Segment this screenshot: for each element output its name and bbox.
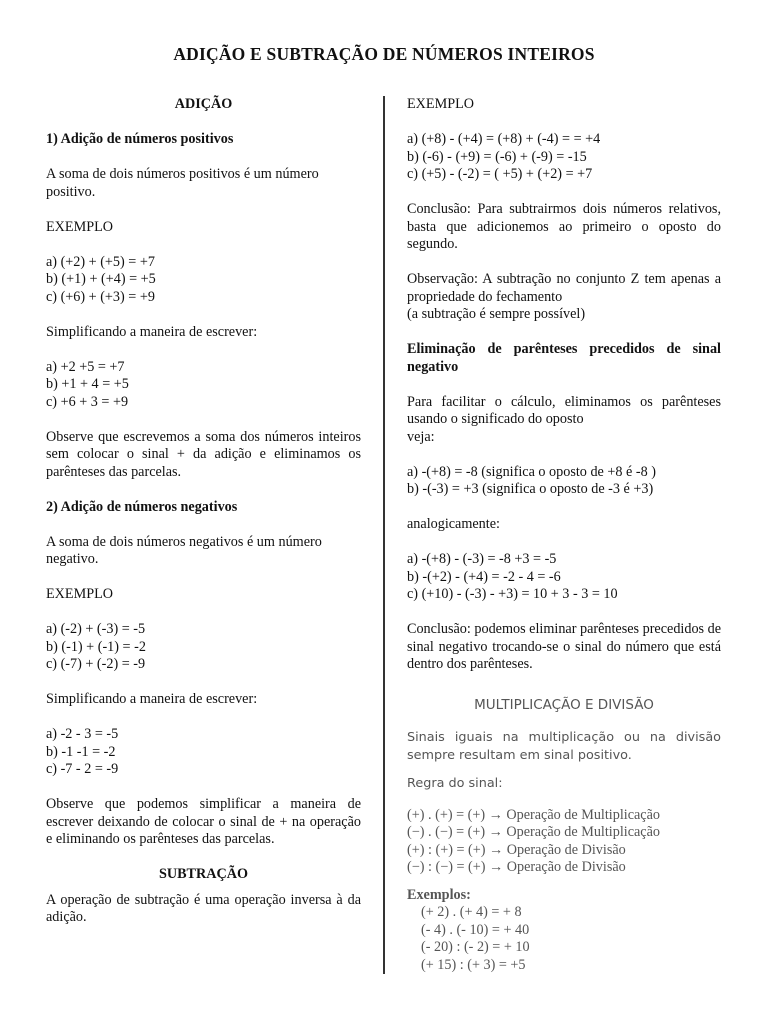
regra-label: Regra do sinal: [407,776,503,791]
analogicamente-label: analogicamente: [407,516,500,532]
exemplo-label-2: EXEMPLO [46,586,113,602]
observe-paragraph-2: Observe que podemos simplificar a maneira de escrever deixando de colocar o sinal de + na operação e eliminando os parênteses das parcelas. [46,796,361,847]
simplified-line: a) -2 - 3 = -5 [46,726,119,742]
sign-rule-line: (+) . (+) = (+) → Operação de Multiplicação [407,806,660,823]
left-column [46,96,361,927]
sinais-paragraph: Sinais iguais na multiplicação ou na divisão sempre resultam em sinal positivo. [407,730,721,763]
exemplos-heading: Exemplos: [407,886,471,903]
simplified-line: b) +1 + 4 = +5 [46,376,129,392]
subtraction-example-line: a) (+8) - (+4) = (+8) + (-4) = = +4 [407,131,601,147]
mult-example-line: (+ 15) : (+ 3) = +5 [421,956,526,973]
sign-rule-line: (−) : (−) = (+) → Operação de Divisão [407,859,626,875]
section2-text: A soma de dois números negativos é um número negativo. [46,533,322,567]
simplified-line: b) -1 -1 = -2 [46,743,116,760]
multiplicacao-heading: MULTIPLICAÇÃO E DIVISÃO [474,696,654,713]
right-column [407,96,721,974]
exemplo-label-1: EXEMPLO [46,218,113,235]
example-line: a) (-2) + (-3) = -5 [46,621,146,637]
subtraction-example-line: c) (+5) - (-2) = ( +5) + (+2) = +7 [407,166,593,182]
section1-heading: 1) Adição de números positivos [46,131,234,147]
subtracao-text: A operação de subtração é uma operação inversa à da adição. [46,891,361,925]
significado-line: a) -(+8) = -8 (significa o oposto de +8 é -8 ) [407,463,656,480]
analog-line: a) -(+8) - (-3) = -8 +3 = -5 [407,551,557,567]
simplified-line: c) -7 - 2 = -9 [46,761,119,777]
simplified-line: a) +2 +5 = +7 [46,358,125,375]
document-title: ADIÇÃO E SUBTRAÇÃO DE NÚMEROS INTEIROS [173,44,595,64]
observe-paragraph-1: Observe que escrevemos a soma dos números inteiros sem colocar o sinal + da adição e eliminamos os parênteses das parcelas. [46,428,361,480]
example-line: c) (-7) + (-2) = -9 [46,656,146,672]
sign-rule-line: (+) : (+) = (+) → Operação de Divisão [407,841,626,858]
example-line: b) (-1) + (-1) = -2 [46,638,146,655]
facilitar-paragraph: Para facilitar o cálculo, eliminamos os parênteses usando o significado do oposto [407,393,721,427]
significado-line: b) -(-3) = +3 (significa o oposto de -3 é +3) [407,481,654,497]
section1-text: A soma de dois números positivos é um número positivo. [46,166,319,200]
analog-line: c) (+10) - (-3) - +3) = 10 + 3 - 3 = 10 [407,586,618,602]
observacao-note: (a subtração é sempre possível) [407,306,586,322]
mult-example-line: (- 20) : (- 2) = + 10 [421,939,530,955]
conclusao-paragraph-1: Conclusão: Para subtrairmos dois números relativos, basta que adicionemos ao primeiro o oposto do segundo. [407,201,721,252]
simplified-line: c) +6 + 3 = +9 [46,393,129,410]
exemplo-label-3: EXEMPLO [407,96,474,112]
section2-heading: 2) Adição de números negativos [46,498,238,515]
subtracao-heading: SUBTRAÇÃO [158,866,249,882]
column-divider [383,96,385,974]
adicao-heading: ADIÇÃO [174,96,233,112]
mult-example-line: (- 4) . (- 10) = + 40 [421,921,530,938]
example-line: b) (+1) + (+4) = +5 [46,271,156,287]
mult-example-line: (+ 2) . (+ 4) = + 8 [421,904,522,920]
eliminacao-heading: Eliminação de parênteses precedidos de sinal negativo [407,341,721,375]
example-line: a) (+2) + (+5) = +7 [46,253,155,270]
sign-rule-line: (−) . (−) = (+) → Operação de Multiplicação [407,824,660,840]
conclusao-paragraph-2: Conclusão: podemos eliminar parênteses precedidos de sinal negativo trocando-se o sinal do número que está dentro dos parênteses. [407,621,722,672]
simplificando-label-2: Simplificando a maneira de escrever: [46,691,258,707]
simplificando-label-1: Simplificando a maneira de escrever: [46,323,258,340]
observacao-paragraph: Observação: A subtração no conjunto Z tem apenas a propriedade do fechamento [407,271,721,305]
veja-label: veja: [407,428,435,445]
subtraction-example-line: b) (-6) - (+9) = (-6) + (-9) = -15 [407,148,587,165]
example-line: c) (+6) + (+3) = +9 [46,288,155,305]
analog-line: b) -(+2) - (+4) = -2 - 4 = -6 [407,568,561,585]
